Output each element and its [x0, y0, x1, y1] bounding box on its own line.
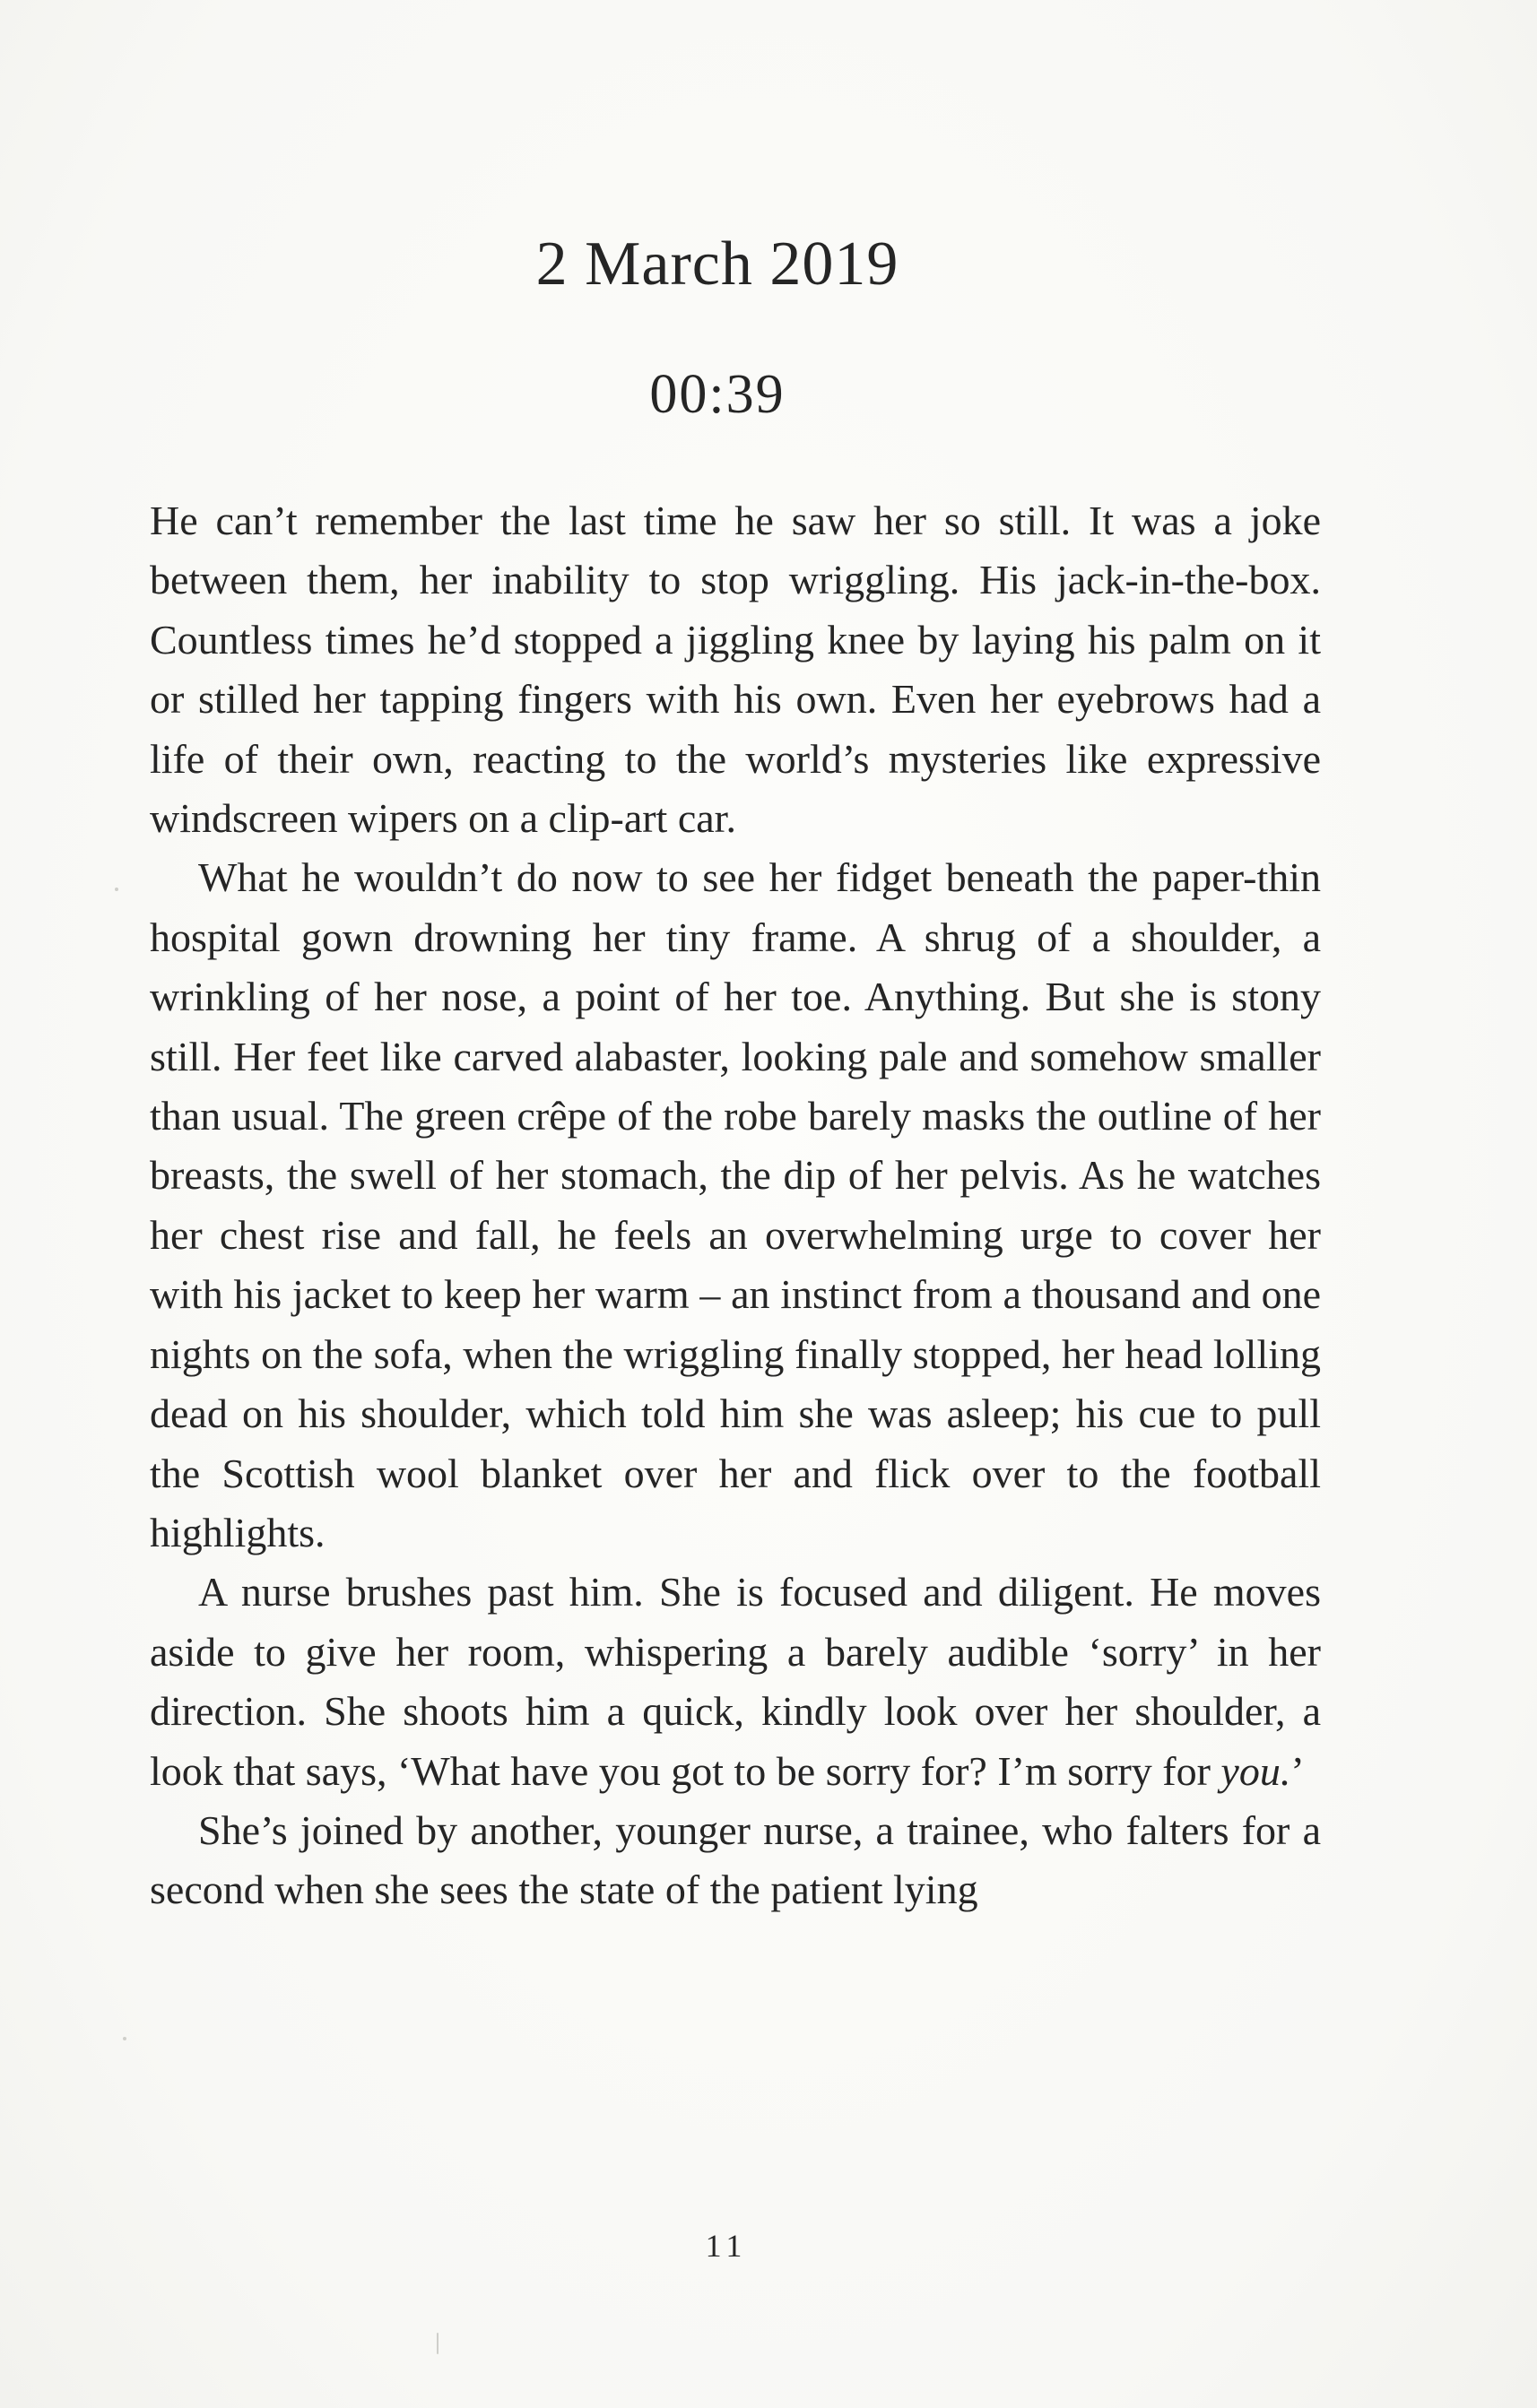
paragraph-text: A nurse brushes past him. She is focused and diligent. He moves aside to give her room, whispering a barely audible ‘sorry’ in her direction. She shoots him a quick, kindly look over her shoulder, a look that says, ‘What have you got to be sorry for? I’m sorry for — [150, 1569, 1321, 1794]
chapter-date-heading: 2 March 2019 — [535, 230, 899, 299]
scan-speck — [115, 888, 118, 891]
paragraph — [150, 1563, 1321, 1801]
chapter-time-heading: 00:39 — [649, 364, 786, 425]
paragraph: What he wouldn’t do now to see her fidget beneath the paper-thin hospital gown drowning her tiny frame. A shrug of a shoulder, a wrinkling of her nose, a point of her toe. Anything. But she is stony still. Her feet like carved alabaster, looking pale and somehow smaller than usual. The green crêpe of the robe barely masks the outline of her breasts, the swell of her stomach, the dip of her pelvis. As he watches her chest rise and fall, he feels an overwhelming urge to cover her with his jacket to keep her warm – an instinct from a thousand and one nights on the sofa, when the wriggling finally stopped, her head lolling dead on his shoulder, which told him she was asleep; his cue to pull the Scottish wool blanket over her and flick over to the football highlights. — [150, 854, 1321, 1555]
scan-speck — [437, 2333, 439, 2354]
emphasized-word: you. — [1220, 1747, 1291, 1794]
paragraph: She’s joined by another, younger nurse, a trainee, who falters for a second when she sees the state of the patient lying — [150, 1806, 1321, 1913]
closing-quote: ’ — [1290, 1747, 1305, 1794]
paragraph: He can’t remember the last time he saw her so still. It was a joke between them, her inability to stop wriggling. His jack-in-the-box. Countless times he’d stopped a jiggling knee by laying his palm on it or stilled her tapping fingers with his own. Even her eyebrows had a life of their own, reacting to the world’s mysteries like expressive windscreen wipers on a clip-art car. — [150, 498, 1321, 842]
scan-speck — [123, 2037, 126, 2040]
page-number: 11 — [705, 2228, 748, 2264]
body-text — [150, 491, 1321, 1920]
